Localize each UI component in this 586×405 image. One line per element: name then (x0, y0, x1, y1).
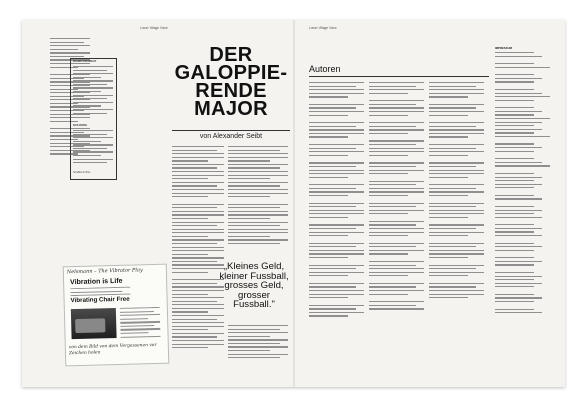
pull-quote: „Kleines Geld, kleiner Fussball, grosses Geld, grosser Fussball." (219, 261, 289, 311)
article-byline: von Alexander Seibt (199, 133, 263, 140)
title-line-4: MAJOR (194, 98, 268, 120)
magazine-spread (22, 20, 565, 387)
chair-seat (75, 318, 105, 333)
clipping-body (120, 307, 161, 340)
title-line-2: GALOPPIE- (174, 62, 288, 84)
article-title (172, 46, 290, 118)
box-text (73, 66, 113, 121)
section-rule (309, 76, 489, 77)
page-gutter (293, 20, 295, 387)
box-signature: Nordblock Olten (73, 171, 91, 174)
impressum-heading: IMPRESSUM (495, 46, 512, 50)
article-column-2-end (228, 325, 288, 370)
title-rule (172, 130, 290, 131)
running-head-left: Lower Village Voice (140, 26, 168, 30)
clipping-title: Vibrating Chair Free (70, 295, 130, 305)
section-title: Autoren (309, 64, 341, 74)
box-text-2 (73, 130, 113, 170)
clipping-handwritten-bottom: von dem Bild von dem Vergessenen vor Zeichen holen (68, 342, 157, 357)
authors-column-3 (429, 82, 484, 372)
article-column-1 (172, 146, 224, 371)
clipping-handwritten-top: Nelsmann – The Vibrator Play (66, 267, 143, 276)
box-label: RAUM FÜR KREAT (73, 60, 97, 63)
clipping-image (63, 264, 170, 367)
article-column-2 (228, 146, 288, 256)
running-head-right: Lower Village Voice (309, 26, 337, 30)
title-line-1: DER (209, 44, 253, 66)
clipping-headline: Vibration is Life (70, 277, 123, 287)
clipping-text (70, 287, 130, 297)
authors-column-2 (369, 82, 424, 372)
authors-column-1 (309, 82, 364, 372)
box-label-2: DAS DÖRLI (73, 124, 88, 127)
title-line-3: RENDE (195, 80, 267, 102)
impressum-column (495, 52, 550, 372)
